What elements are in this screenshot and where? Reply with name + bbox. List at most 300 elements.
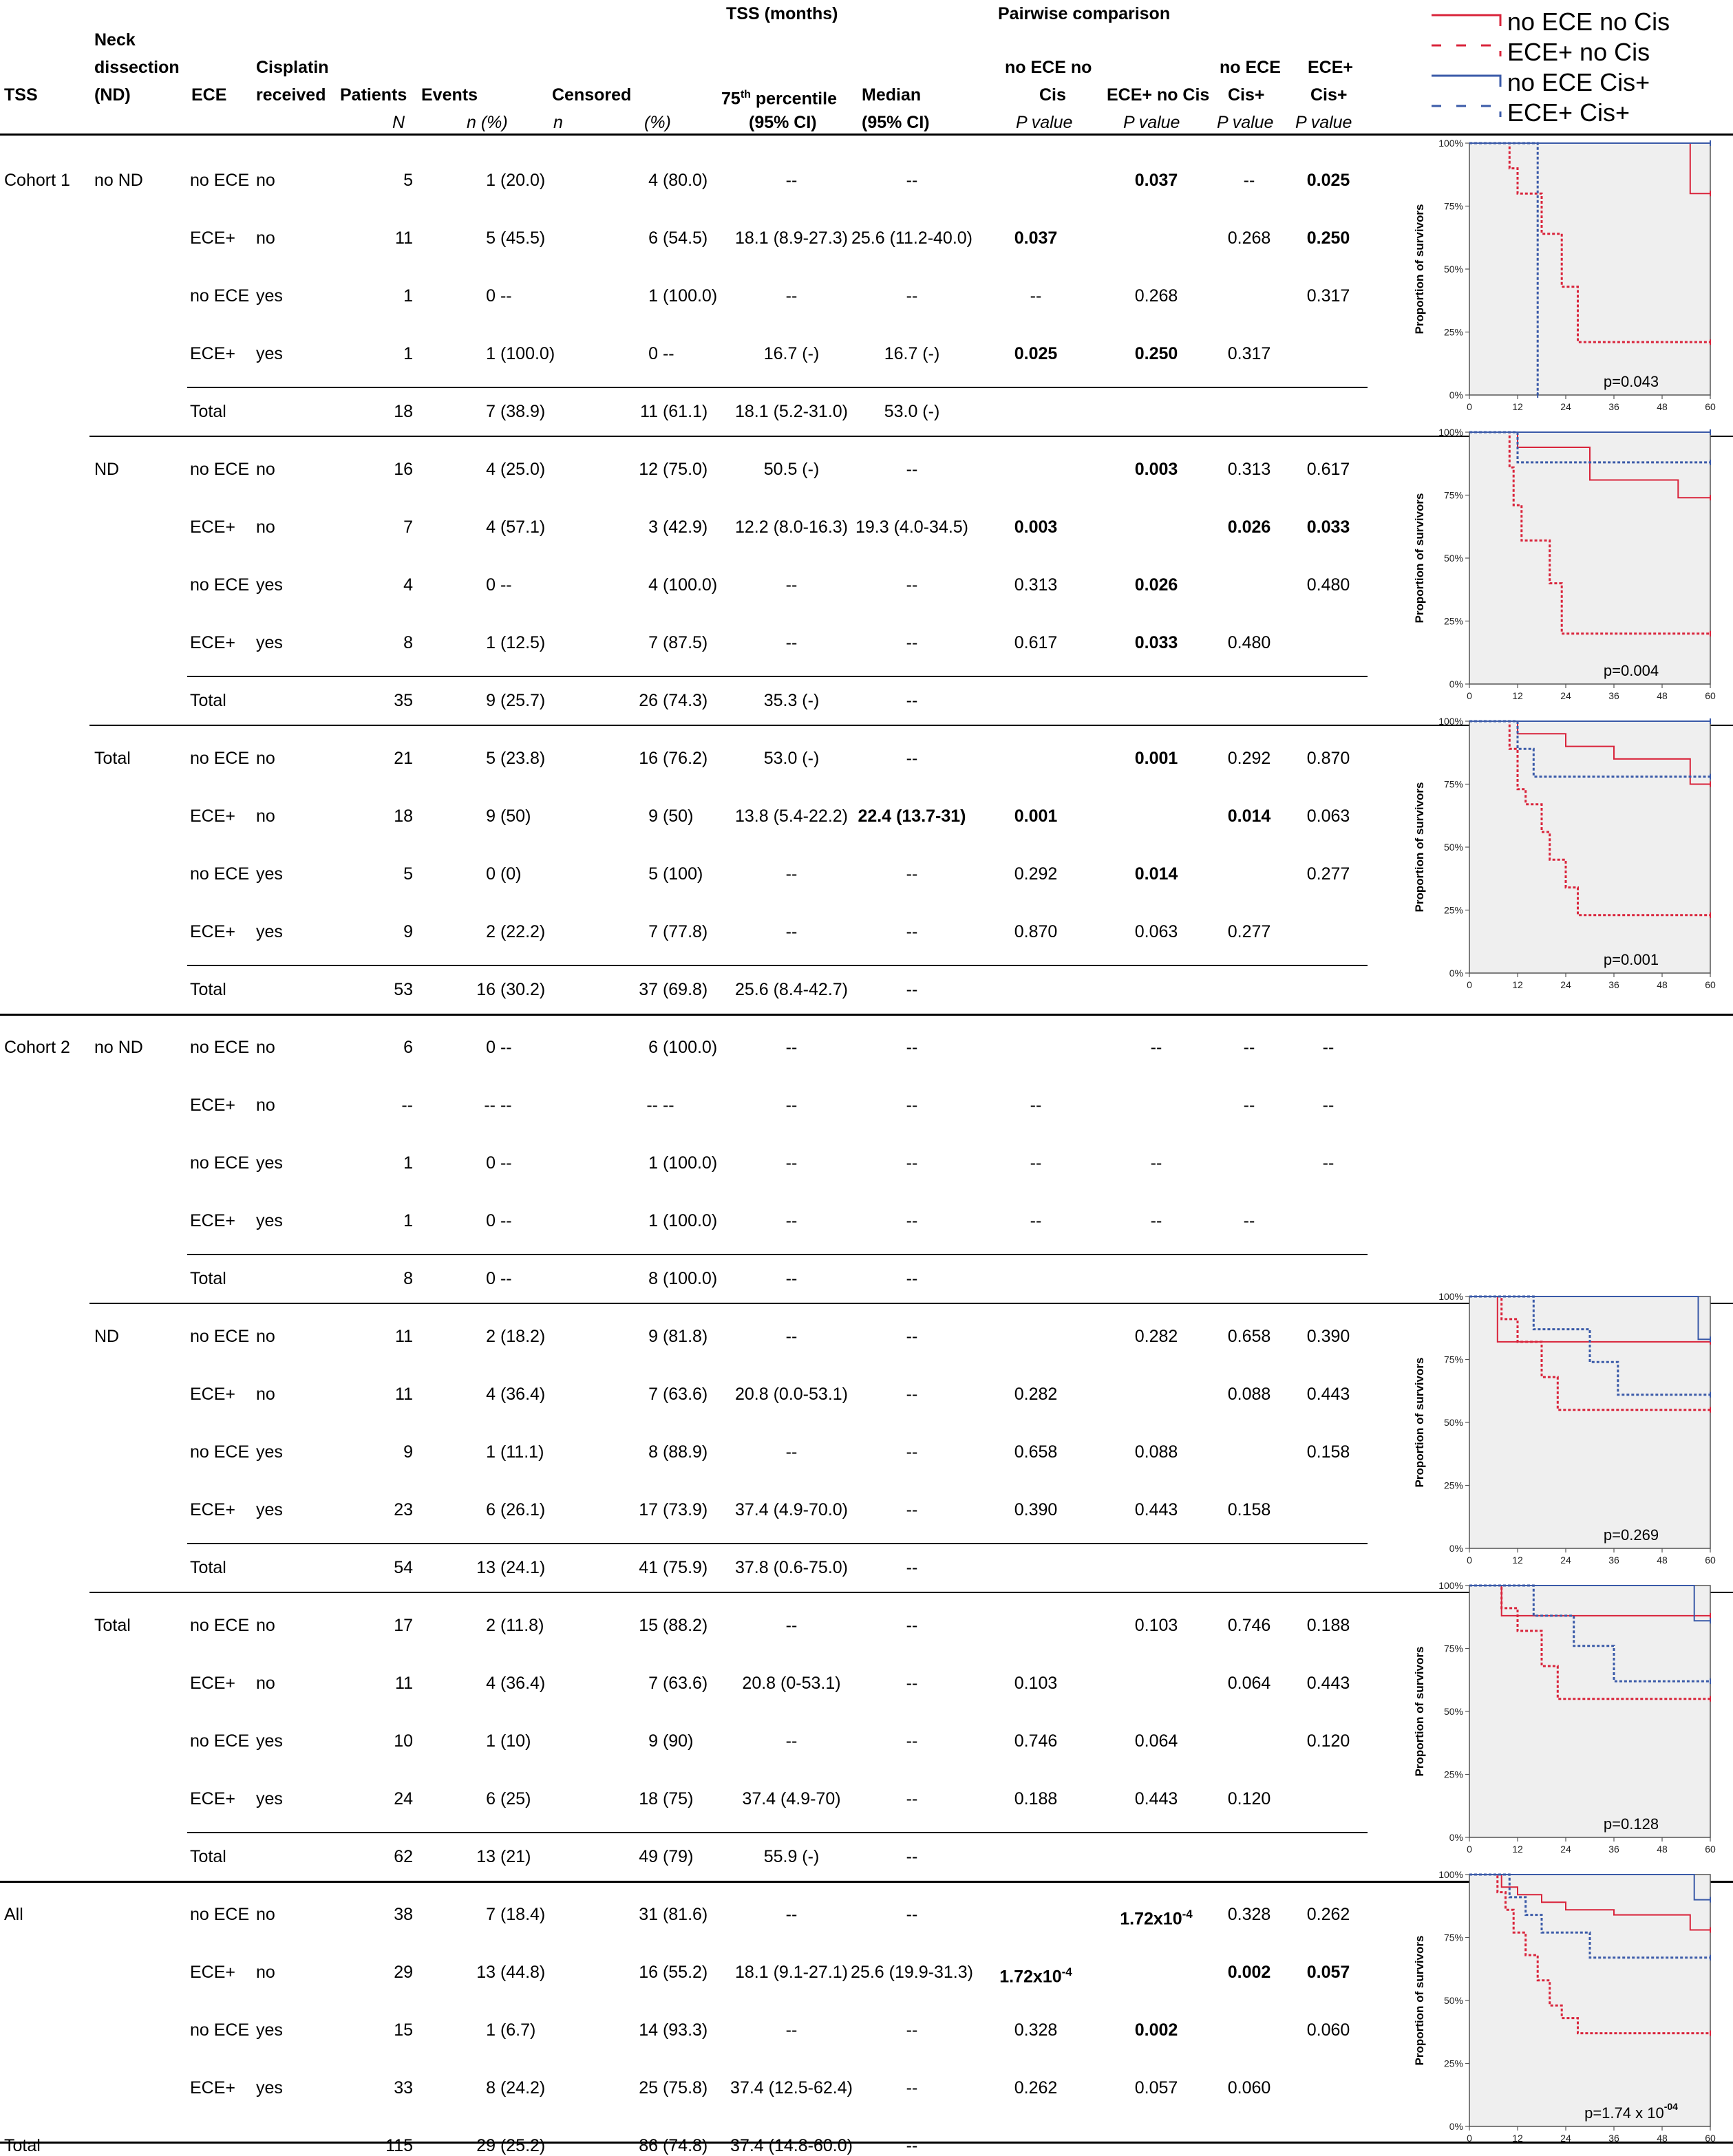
header-75th-ci: (95% CI) (749, 113, 817, 132)
header-n-censored: n (553, 113, 563, 132)
table-cell-cis: no (256, 1038, 275, 1057)
table-cell-median: -- (906, 1731, 918, 1751)
table-cell-median: 25.6 (11.2-40.0) (851, 228, 973, 248)
table-cell-censored: 41 (75.9) (639, 1558, 708, 1577)
y-tick-label: 50% (1443, 1706, 1463, 1717)
table-cell-ece: ECE+ (190, 228, 236, 248)
table-cell-N: 29 (394, 1963, 413, 1982)
table-cell-pw2: 0.014 (1134, 864, 1178, 884)
table-cell-events: 6 (26.1) (486, 1500, 546, 1519)
table-cell-pw2: 0.103 (1134, 1616, 1178, 1635)
table-cell-median: -- (906, 575, 918, 595)
table-cell-cis: yes (256, 575, 283, 595)
table-cell-cis: yes (256, 633, 283, 652)
table-cell-median: -- (906, 171, 918, 190)
table-cell-ece: ECE+ (190, 344, 236, 363)
table-cell-censored: 7 (87.5) (648, 633, 708, 652)
header-75th-percentile: 75th percentile (721, 89, 837, 109)
table-cell-pw1: -- (1030, 286, 1042, 306)
table-cell-pw3: 0.268 (1227, 228, 1271, 248)
table-cell-median: -- (906, 286, 918, 306)
table-cell-p75: 55.9 (-) (763, 1847, 820, 1866)
header-tss-months: TSS (months) (726, 4, 838, 23)
table-cell-pw1: 0.025 (1014, 344, 1058, 363)
table-cell-pw4: 0.480 (1306, 575, 1350, 595)
x-tick-label: 36 (1608, 1555, 1619, 1563)
table-cell-pw1: 0.001 (1014, 807, 1058, 826)
table-cell-p75: -- (785, 1731, 798, 1751)
table-cell-p75: 20.8 (0-53.1) (742, 1674, 841, 1693)
table-cell-N: 9 (403, 922, 413, 941)
x-tick-label: 12 (1512, 979, 1523, 988)
x-tick-label: 24 (1560, 401, 1571, 410)
y-axis-label: Proportion of survivors (1413, 1646, 1426, 1777)
table-cell-pw4: -- (1322, 1096, 1335, 1115)
table-cell-events: 5 (23.8) (486, 749, 546, 768)
table-cell-pw2: -- (1150, 1211, 1162, 1230)
table-cell-events: 1 (11.1) (486, 1442, 544, 1462)
table-cell-cis: yes (256, 1731, 283, 1751)
table-cell-events: 4 (57.1) (486, 517, 546, 537)
table-cell-pw4: 0.317 (1306, 286, 1350, 306)
table-cell-pw1: 0.262 (1014, 2078, 1058, 2098)
table-cell-censored: 15 (88.2) (639, 1616, 708, 1635)
table-cell-cis: no (256, 1616, 275, 1635)
table-cell-censored: 12 (75.0) (639, 460, 708, 479)
table-cell-pw1: $1.72x10^{-4}$ (999, 1965, 1072, 1987)
table-cell-median: -- (906, 1789, 918, 1808)
table-cell-p75: 12.2 (8.0-16.3) (735, 517, 848, 537)
table-cell-median: -- (906, 1327, 918, 1346)
table-cell-pw3: 0.088 (1227, 1385, 1271, 1404)
km-chart (1404, 128, 1733, 410)
table-cell-median: -- (906, 460, 918, 479)
header-pairwise: Pairwise comparison (998, 4, 1171, 23)
plot-area (1469, 1586, 1710, 1837)
y-tick-label: 100% (1438, 1869, 1463, 1880)
y-axis-label: Proportion of survivors (1413, 1357, 1426, 1488)
table-cell-censored: 16 (55.2) (639, 1963, 708, 1982)
table-cell-cis: no (256, 807, 275, 826)
table-cell-pw4: -- (1322, 1038, 1335, 1057)
table-cell-pw4: 0.262 (1306, 1905, 1350, 1924)
header-pw3: no ECE (1220, 58, 1281, 77)
table-cell-ece: no ECE (190, 1905, 250, 1924)
km-chart (1404, 1570, 1733, 1853)
table-cell-N: 7 (403, 517, 413, 537)
table-cell-pw3: 0.277 (1227, 922, 1271, 941)
table-cell-p75: 18.1 (8.9-27.3) (735, 228, 848, 248)
table-cell-ece: ECE+ (190, 807, 236, 826)
y-tick-label: 50% (1443, 842, 1463, 853)
table-cell-pw2: 0.250 (1134, 344, 1178, 363)
table-cell-p75: 37.8 (0.6-75.0) (735, 1558, 848, 1577)
y-tick-label: 25% (1443, 1769, 1463, 1780)
table-cell-p75: 16.7 (-) (763, 344, 820, 363)
table-cell-pw2: -- (1150, 1153, 1162, 1173)
table-cell-nd: Total (94, 749, 131, 768)
table-cell-censored: 4 (80.0) (648, 171, 708, 190)
y-tick-label: 25% (1443, 904, 1463, 916)
table-cell-events: 0 -- (486, 1211, 512, 1230)
table-cell-p75: -- (785, 1327, 798, 1346)
table-cell-events: 13 (44.8) (476, 1963, 546, 1982)
table-cell-events: 9 (25.7) (486, 691, 546, 710)
table-cell-N: 23 (394, 1500, 413, 1519)
y-tick-label: 75% (1443, 1643, 1463, 1654)
table-cell-censored: 14 (93.3) (639, 2020, 708, 2040)
table-cell-p75: -- (785, 922, 798, 941)
table-cell-p75: 37.4 (12.5-62.4) (730, 2078, 853, 2098)
table-cell-pw2: 0.001 (1134, 749, 1178, 768)
table-cell-cis: yes (256, 922, 283, 941)
legend-label: no ECE no Cis (1507, 8, 1670, 36)
table-cell-pw3: 0.746 (1227, 1616, 1271, 1635)
x-tick-label: 36 (1608, 979, 1619, 988)
x-tick-label: 12 (1512, 401, 1523, 410)
x-tick-label: 24 (1560, 2133, 1571, 2142)
table-cell-pw3: 0.002 (1227, 1963, 1271, 1982)
header-pw2-p: P value (1123, 113, 1180, 132)
table-cell-censored: 37 (69.8) (639, 980, 708, 999)
table-cell-censored: 8 (88.9) (648, 1442, 708, 1462)
table-cell-pw4: 0.063 (1306, 807, 1350, 826)
table-cell-censored: 8 (100.0) (648, 1269, 718, 1288)
table-cell-pw2: 0.033 (1134, 633, 1178, 652)
table-cell-median: -- (906, 633, 918, 652)
table-cell-events: 2 (18.2) (486, 1327, 546, 1346)
y-tick-label: 100% (1438, 138, 1463, 149)
y-tick-label: 25% (1443, 1480, 1463, 1491)
km-chart-svg (1404, 706, 1733, 988)
table-cell-pw4: 0.025 (1306, 171, 1350, 190)
table-cell-pw2: 0.443 (1134, 1500, 1178, 1519)
table-cell-pw4: 0.870 (1306, 749, 1350, 768)
table-cell-median: 19.3 (4.0-34.5) (855, 517, 968, 537)
table-cell-p75: 18.1 (5.2-31.0) (735, 402, 848, 421)
table-cell-ece: no ECE (190, 1153, 250, 1173)
x-tick-label: 60 (1705, 401, 1716, 410)
table-cell-censored: 3 (42.9) (648, 517, 708, 537)
y-tick-label: 0% (1449, 2121, 1463, 2132)
table-cell-nd: no ND (94, 171, 143, 190)
y-tick-label: 50% (1443, 1995, 1463, 2006)
table-cell-censored: 1 (100.0) (648, 286, 718, 306)
table-rule (187, 1254, 1368, 1255)
table-cell-cis: yes (256, 286, 283, 306)
table-cell-median: -- (906, 1096, 918, 1115)
table-cell-p75: 53.0 (-) (763, 749, 820, 768)
table-cell-median: -- (906, 1153, 918, 1173)
table-cell-pw2: 0.003 (1134, 460, 1178, 479)
table-cell-censored: 4 (100.0) (648, 575, 718, 595)
table-cell-ece: Total (190, 1269, 226, 1288)
header-pw2: ECE+ no Cis (1107, 85, 1210, 105)
table-cell-censored: 1 (100.0) (648, 1211, 718, 1230)
table-cell-N: 6 (403, 1038, 413, 1057)
table-cell-events: 0 -- (486, 286, 512, 306)
legend-swatch (1432, 15, 1500, 26)
table-cell-median: -- (906, 1269, 918, 1288)
table-cell-ece: no ECE (190, 864, 250, 884)
table-cell-pw1: 0.746 (1014, 1731, 1058, 1751)
table-cell-events: 0 -- (486, 1269, 512, 1288)
table-cell-ece: no ECE (190, 1616, 250, 1635)
table-cell-median: -- (906, 2078, 918, 2098)
table-cell-p75: -- (785, 1905, 798, 1924)
table-cell-N: 5 (403, 171, 413, 190)
table-cell-N: 11 (395, 1674, 413, 1693)
x-tick-label: 0 (1467, 2133, 1472, 2142)
y-tick-label: 100% (1438, 1291, 1463, 1302)
header-tss: TSS (4, 85, 38, 105)
y-tick-label: 100% (1438, 716, 1463, 727)
table-cell-cis: yes (256, 2078, 283, 2098)
table-cell-censored: 9 (81.8) (648, 1327, 708, 1346)
table-cell-median: -- (906, 864, 918, 884)
table-cell-events: 0 -- (486, 575, 512, 595)
table-cell-censored: 7 (63.6) (648, 1385, 708, 1404)
table-cell-pw3: 0.292 (1227, 749, 1271, 768)
table-cell-cis: yes (256, 1442, 283, 1462)
x-tick-label: 60 (1705, 1844, 1716, 1853)
x-tick-label: 12 (1512, 1844, 1523, 1853)
table-cell-pw1: 0.870 (1014, 922, 1058, 941)
table-cell-N: 8 (403, 1269, 413, 1288)
table-cell-censored: 9 (90) (648, 1731, 694, 1751)
table-cell-pw4: 0.057 (1306, 1963, 1350, 1982)
table-cell-pw1: 0.103 (1014, 1674, 1058, 1693)
header-pw1-p: P value (1016, 113, 1073, 132)
table-cell-censored: 31 (81.6) (639, 1905, 708, 1924)
x-tick-label: 0 (1467, 690, 1472, 699)
table-cell-censored: 18 (75) (639, 1789, 694, 1808)
table-cell-N: 11 (395, 1327, 413, 1346)
table-cell-median: -- (906, 1847, 918, 1866)
table-cell-p75: -- (785, 575, 798, 595)
table-cell-ece: Total (190, 980, 226, 999)
x-tick-label: 0 (1467, 979, 1472, 988)
table-cell-pw2: 0.057 (1134, 2078, 1178, 2098)
table-cell-censored: 49 (79) (639, 1847, 694, 1866)
table-cell-ece: no ECE (190, 749, 250, 768)
y-tick-label: 100% (1438, 427, 1463, 438)
y-tick-label: 75% (1443, 778, 1463, 790)
table-cell-N: 15 (394, 2020, 413, 2040)
table-cell-censored: 0 -- (648, 344, 674, 363)
table-cell-nd: no ND (94, 1038, 143, 1057)
table-cell-events: 7 (38.9) (486, 402, 546, 421)
table-cell-pw3: 0.658 (1227, 1327, 1271, 1346)
y-axis-label: Proportion of survivors (1413, 782, 1426, 912)
x-tick-label: 60 (1705, 2133, 1716, 2142)
table-cell-pw2: 0.063 (1134, 922, 1178, 941)
table-cell-ece: ECE+ (190, 1674, 236, 1693)
header-pw4: Cis+ (1310, 85, 1348, 105)
table-cell-median: -- (906, 691, 918, 710)
table-cell-censored: 17 (73.9) (639, 1500, 708, 1519)
table-cell-N: 9 (403, 1442, 413, 1462)
p-value: p=0.128 (1603, 1815, 1659, 1833)
header-pct-censored: (%) (644, 113, 671, 132)
x-tick-label: 24 (1560, 690, 1571, 699)
table-cell-median: 25.6 (19.9-31.3) (851, 1963, 973, 1982)
table-cell-ece: Total (190, 691, 226, 710)
table-cell-pw1: 0.617 (1014, 633, 1058, 652)
table-cell-N: 10 (394, 1731, 413, 1751)
table-cell-cis: no (256, 1327, 275, 1346)
table-cell-pw1: -- (1030, 1153, 1042, 1173)
table-cell-tss: All (4, 1905, 23, 1924)
table-cell-N: 18 (394, 807, 413, 826)
table-cell-censored: 7 (63.6) (648, 1674, 708, 1693)
table-cell-ece: no ECE (190, 1442, 250, 1462)
table-cell-cis: yes (256, 1500, 283, 1519)
km-chart (1404, 706, 1733, 988)
table-cell-N: 115 (385, 2136, 413, 2155)
table-cell-N: 5 (403, 864, 413, 884)
plot-area (1469, 1875, 1710, 2126)
table-cell-events: 9 (50) (486, 807, 531, 826)
km-chart-svg (1404, 417, 1733, 699)
table-cell-ece: ECE+ (190, 922, 236, 941)
table-cell-pw3: -- (1243, 1038, 1255, 1057)
table-cell-pw2: 0.037 (1134, 171, 1178, 190)
table-cell-p75: 37.4 (4.9-70.0) (735, 1500, 848, 1519)
x-tick-label: 24 (1560, 979, 1571, 988)
y-tick-label: 100% (1438, 1580, 1463, 1591)
y-tick-label: 50% (1443, 264, 1463, 275)
table-cell-N: 54 (394, 1558, 413, 1577)
table-cell-pw4: 0.188 (1306, 1616, 1350, 1635)
km-chart (1404, 1281, 1733, 1563)
table-cell-pw3: 0.064 (1227, 1674, 1271, 1693)
table-cell-ece: ECE+ (190, 1500, 236, 1519)
table-rule (187, 676, 1368, 677)
table-cell-ece: no ECE (190, 2020, 250, 2040)
table-cell-events: 2 (22.2) (486, 922, 546, 941)
header-median-ci: (95% CI) (862, 113, 930, 132)
table-cell-p75: -- (785, 1269, 798, 1288)
table-rule (0, 2142, 1733, 2144)
table-cell-ece: no ECE (190, 1327, 250, 1346)
x-tick-label: 36 (1608, 1844, 1619, 1853)
table-cell-median: -- (906, 1038, 918, 1057)
table-cell-median: -- (906, 2136, 918, 2155)
table-cell-pw1: 0.658 (1014, 1442, 1058, 1462)
table-cell-events: 0 -- (486, 1153, 512, 1173)
y-tick-label: 50% (1443, 553, 1463, 564)
table-cell-p75: -- (785, 1038, 798, 1057)
table-cell-cis: no (256, 460, 275, 479)
x-tick-label: 36 (1608, 401, 1619, 410)
y-tick-label: 0% (1449, 679, 1463, 690)
table-cell-censored: 6 (54.5) (648, 228, 708, 248)
header-events: Events (421, 85, 478, 105)
table-cell-pw1: -- (1030, 1211, 1042, 1230)
x-tick-label: 0 (1467, 401, 1472, 410)
table-cell-p75: 25.6 (8.4-42.7) (735, 980, 848, 999)
table-cell-ece: ECE+ (190, 1385, 236, 1404)
table-cell-median: -- (906, 1905, 918, 1924)
legend-label: ECE+ no Cis (1507, 38, 1650, 66)
x-tick-label: 36 (1608, 690, 1619, 699)
y-tick-label: 75% (1443, 1354, 1463, 1365)
x-tick-label: 48 (1657, 1844, 1668, 1853)
table-cell-pw2: 0.026 (1134, 575, 1178, 595)
y-tick-label: 0% (1449, 1543, 1463, 1554)
km-chart-svg (1404, 1859, 1733, 2142)
table-cell-p75: -- (785, 286, 798, 306)
table-cell-p75: -- (785, 1616, 798, 1635)
x-tick-label: 24 (1560, 1844, 1571, 1853)
table-rule (187, 965, 1368, 966)
table-cell-p75: -- (785, 633, 798, 652)
table-cell-ece: ECE+ (190, 633, 236, 652)
table-cell-nd: ND (94, 1327, 120, 1346)
table-cell-p75: -- (785, 864, 798, 884)
table-rule (187, 1832, 1368, 1833)
header-pw1: Cis (1039, 85, 1066, 105)
table-cell-ece: ECE+ (190, 1096, 236, 1115)
header-pw4-p: P value (1295, 113, 1352, 132)
table-cell-ece: ECE+ (190, 2078, 236, 2098)
table-cell-cis: no (256, 1674, 275, 1693)
table-cell-pw1: 0.282 (1014, 1385, 1058, 1404)
p-value: p=0.269 (1603, 1526, 1659, 1544)
table-cell-ece: Total (190, 1558, 226, 1577)
header-ece: ECE (191, 85, 227, 105)
table-cell-p75: 18.1 (9.1-27.1) (735, 1963, 848, 1982)
header-n-pct: n (%) (467, 113, 508, 132)
table-cell-pw1: 0.188 (1014, 1789, 1058, 1808)
table-cell-nd: Total (94, 1616, 131, 1635)
y-tick-label: 75% (1443, 489, 1463, 501)
table-cell-events: -- -- (484, 1096, 512, 1115)
table-cell-median: 16.7 (-) (884, 344, 940, 363)
legend-label: ECE+ Cis+ (1507, 98, 1630, 127)
header-censored: Censored (552, 85, 632, 105)
table-cell-N: 1 (403, 344, 413, 363)
table-cell-events: 16 (30.2) (476, 980, 546, 999)
table-cell-tss: Cohort 1 (4, 171, 70, 190)
x-tick-label: 48 (1657, 1555, 1668, 1563)
table-cell-pw3: 0.060 (1227, 2078, 1271, 2098)
table-cell-pw4: 0.120 (1306, 1731, 1350, 1751)
km-chart-svg (1404, 128, 1733, 410)
table-cell-ece: ECE+ (190, 1963, 236, 1982)
legend (1404, 0, 1733, 131)
x-tick-label: 48 (1657, 979, 1668, 988)
table-cell-censored: 86 (74.8) (639, 2136, 708, 2155)
table-cell-p75: 37.4 (4.9-70) (742, 1789, 841, 1808)
table-cell-tss: Total (4, 2136, 41, 2155)
table-cell-N: 17 (394, 1616, 413, 1635)
legend-swatch (1432, 45, 1500, 56)
table-cell-pw1: -- (1030, 1096, 1042, 1115)
table-cell-ece: ECE+ (190, 1211, 236, 1230)
km-chart-svg (1404, 1570, 1733, 1853)
header-median: Median (862, 85, 922, 105)
table-cell-nd: ND (94, 460, 120, 479)
table-cell-pw2: 0.268 (1134, 286, 1178, 306)
table-cell-pw4: 0.443 (1306, 1385, 1350, 1404)
table-cell-p75: -- (785, 1211, 798, 1230)
table-cell-N: 33 (394, 2078, 413, 2098)
y-tick-label: 25% (1443, 615, 1463, 627)
table-cell-pw3: 0.120 (1227, 1789, 1271, 1808)
table-cell-ece: no ECE (190, 1038, 250, 1057)
